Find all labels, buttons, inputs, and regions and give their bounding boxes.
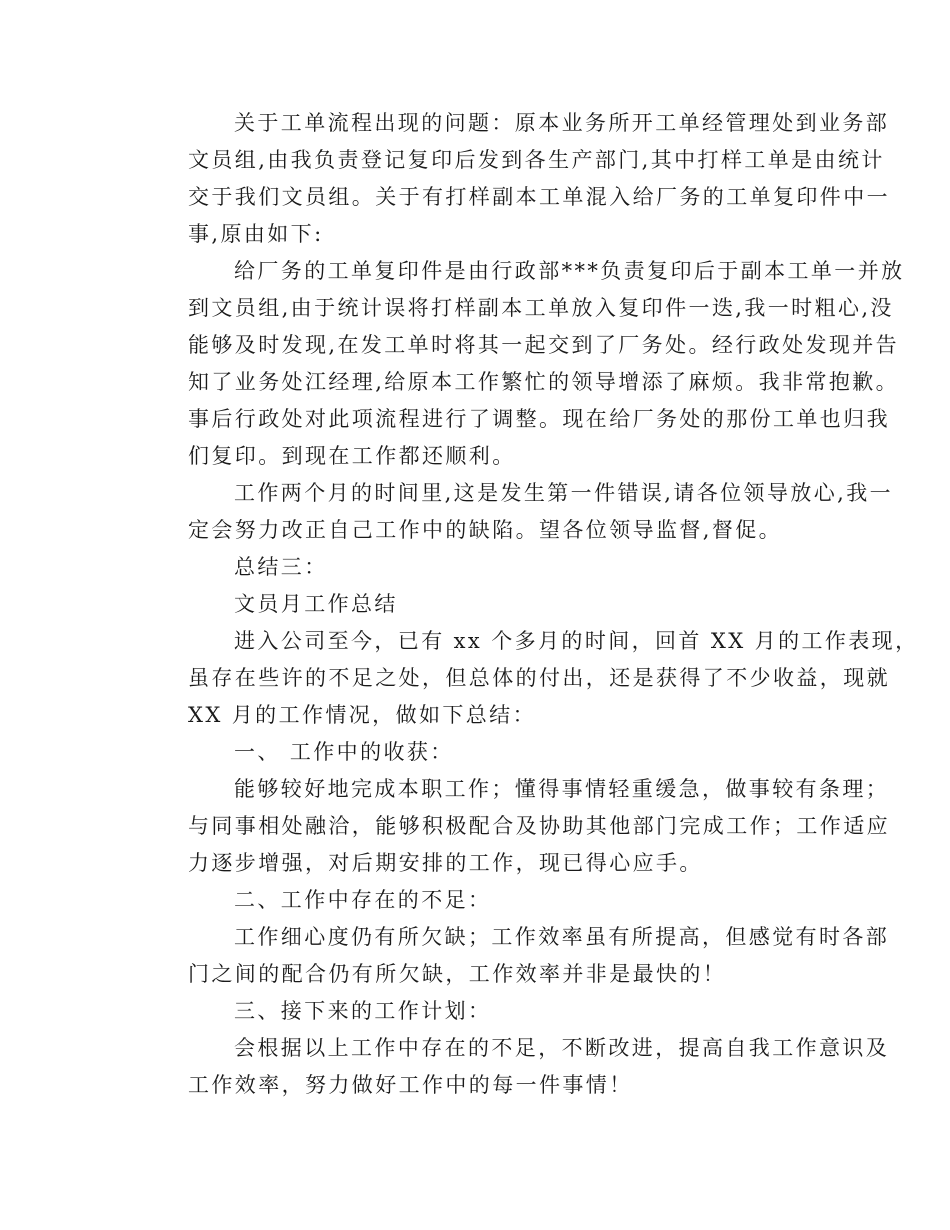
heading-monthly-summary [142,586,808,623]
text-line: 文员组,由我负责登记复印后发到各生产部门,其中打样工单是由统计 [188,148,885,172]
paragraph-shortcomings [142,919,890,993]
text-line: 会根据以上工作中存在的不足，不断改进，提高自我工作意识及 [234,1036,890,1060]
paragraph-next-plan [142,1030,890,1104]
text-line: 虽存在些许的不足之处，但总体的付出，还是获得了不少收益，现就 [188,666,890,690]
text-line: 交于我们文员组。关于有打样副本工单混入给厂务的工单复印件中一 [188,185,890,209]
text-line: 力逐步增强，对后期安排的工作，现已得心应手。 [188,851,703,875]
document-body [142,105,919,1104]
text-line: 与同事相处融洽，能够积极配合及协助其他部门完成工作；工作适应 [188,814,890,838]
text-line: 关于工单流程出现的问题：原本业务所开工单经管理处到业务部 [234,111,890,135]
text-line: 二、工作中存在的不足： [234,888,492,912]
text-line: 事,原由如下: [188,222,324,246]
heading-shortcomings [142,882,808,919]
text-line: 工作效率，努力做好工作中的每一件事情！ [188,1073,633,1097]
text-line: 能够及时发现,在发工单时将其一起交到了厂务处。经行政处发现并告 [188,333,900,357]
text-line: 知了业务处江经理,给原本工作繁忙的领导增添了麻烦。我非常抱歉。 [188,370,900,394]
text-line: 工作两个月的时间里,这是发生第一件错误,请各位领导放心,我一 [234,481,894,505]
text-line: 文员月工作总结 [234,592,398,616]
text-line: 能够较好地完成本职工作；懂得事情轻重缓急，做事较有条理； [234,777,890,801]
heading-summary-three [142,549,808,586]
heading-gains [142,734,808,771]
text-line: 三、接下来的工作计划： [234,999,492,1023]
paragraph-gains [142,771,890,882]
paragraph-intro [142,623,919,734]
text-line: 工作细心度仍有所欠缺；工作效率虽有所提高，但感觉有时各部 [234,925,890,949]
text-line: 给厂务的工单复印件是由行政部***负责复印后于副本工单一并放 [234,259,905,283]
paragraph-copy-explanation [142,253,905,475]
text-line: 到文员组,由于统计误将打样副本工单放入复印件一迭,我一时粗心,没 [188,296,894,320]
paragraph-work-order-issue [142,105,890,253]
text-line: 门之间的配合仍有所欠缺，工作效率并非是最快的！ [188,962,727,986]
text-line: 定会努力改正自己工作中的缺陷。望各位领导监督,督促。 [188,518,783,542]
heading-next-plan [142,993,808,1030]
text-line: 事后行政处对此项流程进行了调整。现在给厂务处的那份工单也归我 [188,407,890,431]
text-line: 们复印。到现在工作都还顺利。 [188,444,516,468]
paragraph-two-months [142,475,894,549]
text-line: XX 月的工作情况，做如下总结： [188,703,536,727]
text-line: 一、 工作中的收获： [234,740,454,764]
text-line: 总结三： [234,555,328,579]
text-line: 进入公司至今，已有 xx 个多月的时间，回首 XX 月的工作表现， [234,629,919,653]
